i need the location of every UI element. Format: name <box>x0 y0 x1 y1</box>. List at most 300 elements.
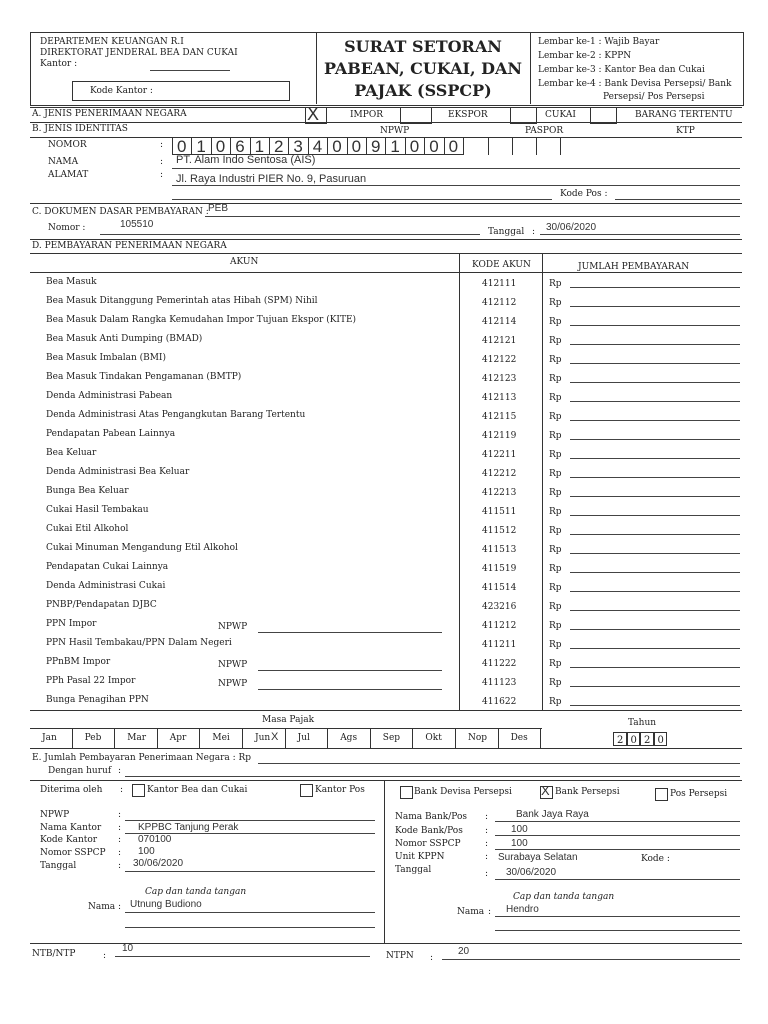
kode-kantor-value[interactable]: 070100 <box>138 834 172 845</box>
rp-label: Rp <box>549 583 562 593</box>
dok-tanggal-value[interactable]: 30/06/2020 <box>546 222 597 233</box>
section-e-line <box>30 780 742 781</box>
section-d-header-top <box>30 253 742 254</box>
nomor-sspcp-line-right <box>495 849 740 850</box>
npwp-digit: 0 <box>409 137 420 156</box>
kode-label-right: Kode : <box>641 854 670 864</box>
cap-label-right: Cap dan tanda tangan <box>513 892 615 902</box>
section-d-top-line <box>30 239 742 240</box>
akun-code: 411123 <box>482 678 517 688</box>
nama-line-left <box>125 912 375 913</box>
npwp-digit-cell[interactable] <box>347 138 366 155</box>
nama-colon: : <box>160 157 164 167</box>
tahun-label: Tahun <box>628 718 657 728</box>
ntb-colon: : <box>103 951 107 961</box>
akun-name: Bea Masuk Ditanggung Pemerintah atas Hibah (SPM) Nihil <box>46 296 318 306</box>
jumlah-input-line[interactable] <box>570 344 740 345</box>
nama-colon-left: : <box>118 902 122 912</box>
nomor-sspcp-colon-left: : <box>118 848 122 858</box>
month-label: Peb <box>84 733 102 743</box>
alamat-line <box>172 185 740 186</box>
rp-label: Rp <box>549 640 562 650</box>
npwp-digit-cell[interactable] <box>308 138 327 155</box>
rp-label: Rp <box>549 678 562 688</box>
month-cell[interactable] <box>115 728 158 748</box>
npwp-digit: 2 <box>274 137 284 156</box>
nama-kantor-colon: : <box>118 823 122 833</box>
year-digit: 0 <box>630 735 637 746</box>
lembar-3: Lembar ke-3 : Kantor Bea dan Cukai <box>538 65 705 75</box>
akun-code: 411211 <box>482 640 517 650</box>
bank-code-label: Kode Bank/Pos <box>395 826 463 836</box>
cukai-label: CUKAI <box>545 110 576 120</box>
month-mark: X <box>271 731 279 743</box>
rp-label: Rp <box>549 374 562 384</box>
month-cell[interactable] <box>30 728 73 748</box>
col-jumlah-header: JUMLAH PEMBAYARAN <box>578 262 690 272</box>
npwp-digit-cell[interactable] <box>211 138 230 155</box>
jumlah-input-line[interactable] <box>570 496 740 497</box>
jumlah-input-line[interactable] <box>570 591 740 592</box>
section-e-label: E. Jumlah Pembayaran Penerimaan Negara : Rp <box>32 753 252 763</box>
nama-line <box>172 168 740 169</box>
rp-label: Rp <box>549 697 562 707</box>
nomor-label: NOMOR <box>48 140 87 150</box>
diterima-colon: : <box>120 785 124 795</box>
nama-value-left[interactable]: Utnung Budiono <box>130 899 202 910</box>
dokumen-value[interactable]: PEB <box>208 203 229 214</box>
npwp-digit-cell[interactable] <box>327 138 346 155</box>
ppn-impor-npwp-label: NPWP <box>218 622 248 632</box>
jumlah-input-line[interactable] <box>570 477 740 478</box>
jumlah-input-line[interactable] <box>570 306 740 307</box>
rp-label: Rp <box>549 355 562 365</box>
month-label: Sep <box>382 733 401 743</box>
rp-label: Rp <box>549 564 562 574</box>
npwp-digit: 9 <box>371 137 381 156</box>
directorate-name: DIREKTORAT JENDERAL BEA DAN CUKAI <box>40 48 238 58</box>
ntb-label: NTB/NTP <box>32 949 76 959</box>
akun-name: PPnBM Impor <box>46 657 111 667</box>
akun-name: Cukai Etil Alkohol <box>46 524 129 534</box>
year-digit-cell[interactable] <box>654 732 668 746</box>
diterima-label: Diterima oleh <box>40 785 103 795</box>
nama-label: NAMA <box>48 157 79 167</box>
akun-code: 412115 <box>482 412 517 422</box>
akun-name: Denda Administrasi Cukai <box>46 581 166 591</box>
nama-value[interactable]: PT. Alam Indo Sentosa (AIS) <box>176 154 316 166</box>
rp-label: Rp <box>549 279 562 289</box>
akun-name: Pendapatan Cukai Lainnya <box>46 562 169 572</box>
akun-name: PPN Hasil Tembakau/PPN Dalam Negeri <box>46 638 232 648</box>
form-title-2: PABEAN, CUKAI, DAN <box>323 59 523 78</box>
akun-name: Bea Masuk Dalam Rangka Kemudahan Impor Tujuan Ekspor (KITE) <box>46 315 357 325</box>
ntpn-colon: : <box>430 953 434 963</box>
section-a-top-line <box>30 107 742 108</box>
bank-name-label: Nama Bank/Pos <box>395 812 467 822</box>
dok-tanggal-label: Tanggal <box>488 227 525 237</box>
akun-name: Denda Administrasi Pabean <box>46 391 173 401</box>
bank-name-value[interactable]: Bank Jaya Raya <box>516 809 589 820</box>
huruf-label: Dengan huruf <box>48 766 112 776</box>
akun-code: 412119 <box>482 431 517 441</box>
ppnbm-npwp-line[interactable] <box>258 670 442 671</box>
nomor-sspcp-label-right: Nomor SSPCP <box>395 839 461 849</box>
impor-mark: X <box>307 104 320 124</box>
year-digit: 2 <box>644 735 651 746</box>
npwp-colon-left: : <box>118 810 122 820</box>
npwp-digit-cell[interactable] <box>424 138 443 155</box>
dok-nomor-line <box>100 234 480 235</box>
npwp-digit: 0 <box>429 137 439 156</box>
akun-name: Bea Masuk Tindakan Pengamanan (BMTP) <box>46 372 242 382</box>
lembar-1: Lembar ke-1 : Wajib Bayar <box>538 37 660 47</box>
akun-code: 411511 <box>482 507 517 517</box>
nomor-sspcp-label-left: Nomor SSPCP <box>40 848 106 858</box>
alamat-colon: : <box>160 170 164 180</box>
form-title-3: PAJAK (SSPCP) <box>354 81 492 100</box>
dok-nomor-label: Nomor : <box>48 223 86 233</box>
nama-label-right: Nama <box>457 907 485 917</box>
month-cell[interactable] <box>499 728 542 748</box>
nama-value-right[interactable]: Hendro <box>506 904 539 915</box>
section-a-bottom-line <box>30 122 742 123</box>
kantor-pos-label: Kantor Pos <box>315 785 365 795</box>
tanggal-value-right[interactable]: 30/06/2020 <box>506 867 557 878</box>
month-cell[interactable] <box>328 728 371 748</box>
barang-label: BARANG TERTENTU <box>635 110 733 120</box>
npwp-digit: 4 <box>312 137 323 156</box>
unit-kppn-value[interactable]: Surabaya Selatan <box>498 852 578 863</box>
tanggal-label-left: Tanggal <box>40 861 77 871</box>
bank-persepsi-label: Bank Persepsi <box>555 787 620 797</box>
month-cell[interactable] <box>413 728 456 748</box>
rp-label: Rp <box>549 526 562 536</box>
year-digit: 0 <box>657 735 664 746</box>
kantor-bc-label: Kantor Bea dan Cukai <box>147 785 248 795</box>
npwp-line-left[interactable] <box>125 820 375 821</box>
barang-checkbox[interactable] <box>590 107 617 124</box>
month-cell[interactable] <box>158 728 201 748</box>
year-digit: 2 <box>617 735 624 746</box>
kantor-bc-checkbox[interactable] <box>132 784 145 797</box>
section-b-label: B. JENIS IDENTITAS <box>32 124 128 134</box>
cukai-checkbox[interactable] <box>510 107 537 124</box>
akun-code: 411519 <box>482 564 517 574</box>
section-c-top-line <box>30 203 742 204</box>
akun-code: 411514 <box>482 583 517 593</box>
section-d-label: D. PEMBAYARAN PENERIMAAN NEGARA <box>32 241 227 251</box>
akun-code: 412111 <box>482 279 517 289</box>
unit-kppn-label: Unit KPPN <box>395 852 445 862</box>
pos-persepsi-label: Pos Persepsi <box>670 789 728 799</box>
rp-label: Rp <box>549 507 562 517</box>
month-label: Des <box>510 733 528 743</box>
akun-name: PNBP/Pendapatan DJBC <box>46 600 157 610</box>
akun-code: 412212 <box>482 469 517 479</box>
huruf-colon: : <box>118 766 122 776</box>
masa-pajak-top-line <box>30 710 742 711</box>
npwp-digit-cell[interactable] <box>385 138 404 155</box>
id-cell-divider <box>488 138 489 155</box>
akun-name: Bunga Penagihan PPN <box>46 695 149 705</box>
npwp-digit-cell[interactable] <box>366 138 385 155</box>
jumlah-input-line[interactable] <box>570 648 740 649</box>
dept-name: DEPARTEMEN KEUANGAN R.I <box>40 37 184 47</box>
year-digit-cell[interactable] <box>640 732 654 746</box>
bank-persepsi-mark: X <box>541 783 550 798</box>
cap-label-left: Cap dan tanda tangan <box>145 887 247 897</box>
bank-name-line <box>495 821 740 822</box>
jumlah-input-line[interactable] <box>570 553 740 554</box>
akun-code: 411212 <box>482 621 517 631</box>
npwp-digit: 0 <box>215 137 226 156</box>
rp-label: Rp <box>549 393 562 403</box>
ntpn-value[interactable]: 20 <box>458 946 470 957</box>
jumlah-input-line[interactable] <box>570 287 740 288</box>
bank-code-value[interactable]: 100 <box>511 824 528 835</box>
jumlah-input-line[interactable] <box>570 610 740 611</box>
id-cell-divider <box>512 138 513 155</box>
rp-label: Rp <box>549 431 562 441</box>
ekspor-label: EKSPOR <box>448 110 488 120</box>
col-kode-header: KODE AKUN <box>472 260 531 270</box>
jumlah-input-line[interactable] <box>570 705 740 706</box>
jumlah-input-line[interactable] <box>570 629 740 630</box>
jumlah-input-line[interactable] <box>570 325 740 326</box>
jumlah-input-line[interactable] <box>570 363 740 364</box>
tanggal-line-left <box>125 871 375 872</box>
akun-code: 411222 <box>482 659 517 669</box>
akun-code: 412112 <box>482 298 517 308</box>
npwp-digit: 1 <box>390 137 400 156</box>
kode-col-right-line <box>542 253 543 710</box>
month-cell[interactable] <box>243 728 286 748</box>
npwp-digit: 1 <box>196 137 206 156</box>
section-c-label: C. DOKUMEN DASAR PEMBAYARAN : <box>32 207 209 217</box>
masa-pajak-label: Masa Pajak <box>262 715 315 725</box>
nomor-sspcp-value-right[interactable]: 100 <box>511 838 528 849</box>
bank-devisa-label: Bank Devisa Persepsi <box>414 787 512 797</box>
jumlah-input-line[interactable] <box>570 572 740 573</box>
col-akun-header: AKUN <box>230 257 259 267</box>
rp-label: Rp <box>549 336 562 346</box>
rp-label: Rp <box>549 450 562 460</box>
month-label: Mar <box>127 733 147 743</box>
month-cell[interactable] <box>73 728 116 748</box>
akun-name: PPN Impor <box>46 619 97 629</box>
form-title-1: SURAT SETORAN <box>344 37 502 56</box>
year-digit-cell[interactable] <box>627 732 641 746</box>
jumlah-input-line[interactable] <box>570 534 740 535</box>
akun-code: 412211 <box>482 450 517 460</box>
jumlah-input-line[interactable] <box>570 667 740 668</box>
huruf-line[interactable] <box>125 776 740 777</box>
dok-nomor-value[interactable]: 105510 <box>120 219 154 230</box>
nama-line-right-2 <box>495 930 740 931</box>
npwp-digit: 0 <box>351 137 362 156</box>
nama-kantor-label: Nama Kantor <box>40 823 102 833</box>
kode-kantor-label: Kode Kantor : <box>90 86 153 96</box>
lembar-4a: Lembar ke-4 : Bank Devisa Persepsi/ Bank <box>538 79 732 89</box>
jumlah-input-line[interactable] <box>570 458 740 459</box>
ppnbm-npwp-label: NPWP <box>218 660 248 670</box>
kantor-pos-checkbox[interactable] <box>300 784 313 797</box>
npwp-digit: 3 <box>293 137 303 156</box>
nama-label-left: Nama <box>88 902 116 912</box>
month-label: Jun <box>255 733 271 743</box>
impor-label: IMPOR <box>350 110 383 120</box>
month-cell[interactable] <box>286 728 329 748</box>
npwp-digit-cell[interactable] <box>405 138 424 155</box>
npwp-digit-cell[interactable] <box>191 138 210 155</box>
rp-label: Rp <box>549 545 562 555</box>
month-cell[interactable] <box>456 728 499 748</box>
akun-name: Denda Administrasi Bea Keluar <box>46 467 190 477</box>
npwp-digit-cell[interactable] <box>172 138 191 155</box>
nomor-sspcp-value-left[interactable]: 100 <box>138 846 155 857</box>
jumlah-input-line[interactable] <box>570 515 740 516</box>
ktp-header: KTP <box>676 126 695 136</box>
npwp-digit-cell[interactable] <box>269 138 288 155</box>
jumlah-input-line[interactable] <box>570 439 740 440</box>
month-label: Jul <box>297 733 310 743</box>
alamat-value[interactable]: Jl. Raya Industri PIER No. 9, Pasuruan <box>176 173 367 185</box>
npwp-extra-cells <box>463 138 740 155</box>
tanggal-colon-right: : <box>485 869 489 879</box>
rp-label: Rp <box>549 298 562 308</box>
paspor-header: PASPOR <box>525 126 564 136</box>
year-digit-cell[interactable] <box>613 732 627 746</box>
akun-name: Cukai Hasil Tembakau <box>46 505 149 515</box>
footer-top-line <box>30 943 742 944</box>
akun-name: Bea Masuk <box>46 277 97 287</box>
kode-pos-label: Kode Pos : <box>560 189 608 199</box>
npwp-label-left: NPWP <box>40 810 70 820</box>
akun-code: 411513 <box>482 545 517 555</box>
kode-kantor-colon-e: : <box>118 835 122 845</box>
month-label: Ags <box>340 733 358 743</box>
pph-npwp-line[interactable] <box>258 689 442 690</box>
akun-name: Cukai Minuman Mengandung Etil Alkohol <box>46 543 238 553</box>
alamat-line-2 <box>172 199 552 200</box>
nomor-sspcp-colon-right: : <box>485 839 489 849</box>
lembar-2: Lembar ke-2 : KPPN <box>538 51 632 61</box>
rp-label: Rp <box>549 621 562 631</box>
jumlah-input-line[interactable] <box>570 420 740 421</box>
akun-code: 411622 <box>482 697 517 707</box>
akun-name: Bea Masuk Imbalan (BMI) <box>46 353 167 363</box>
akun-name: PPh Pasal 22 Impor <box>46 676 136 686</box>
dok-tanggal-colon: : <box>532 227 536 237</box>
kode-pos-line <box>615 199 740 200</box>
rp-label: Rp <box>549 602 562 612</box>
akun-code: 412213 <box>482 488 517 498</box>
npwp-digit: 0 <box>448 137 459 156</box>
nama-kantor-value[interactable]: KPPBC Tanjung Perak <box>138 822 239 833</box>
npwp-digit: 6 <box>235 137 245 156</box>
tanggal-value-left[interactable]: 30/06/2020 <box>133 858 184 869</box>
kantor-label: Kantor : <box>40 59 78 69</box>
month-cell[interactable] <box>200 728 243 748</box>
jumlah-input-line[interactable] <box>570 686 740 687</box>
rp-label: Rp <box>549 659 562 669</box>
header-divider-right <box>530 32 531 104</box>
month-label: Mei <box>212 733 230 743</box>
rp-label: Rp <box>549 488 562 498</box>
pph-npwp-label: NPWP <box>218 679 248 689</box>
akun-code: 412123 <box>482 374 517 384</box>
dok-tanggal-line <box>540 234 740 235</box>
akun-code: 423216 <box>482 602 517 612</box>
kantor-line <box>150 70 230 71</box>
akun-name: Pendapatan Pabean Lainnya <box>46 429 176 439</box>
npwp-digit-cell[interactable] <box>288 138 307 155</box>
nama-line-right <box>495 916 740 917</box>
ntpn-line <box>442 959 740 960</box>
rp-label: Rp <box>549 412 562 422</box>
section-e-divider <box>384 780 385 943</box>
tanggal-colon-left: : <box>118 861 122 871</box>
dokumen-line <box>205 216 740 217</box>
akun-code: 411512 <box>482 526 517 536</box>
nama-colon-right: : <box>488 907 492 917</box>
alamat-label: ALAMAT <box>48 170 89 180</box>
bank-code-colon: : <box>485 826 489 836</box>
rp-label: Rp <box>549 469 562 479</box>
kode-kantor-label-e: Kode Kantor <box>40 835 98 845</box>
akun-code: 412114 <box>482 317 517 327</box>
unit-kppn-colon: : <box>485 852 489 862</box>
npwp-digit-cell[interactable] <box>444 138 463 155</box>
jumlah-input-line[interactable] <box>570 401 740 402</box>
ppn-impor-npwp-line[interactable] <box>258 632 442 633</box>
bank-name-colon: : <box>485 812 489 822</box>
ntb-value[interactable]: 10 <box>122 943 134 954</box>
lembar-4b: Persepsi/ Pos Persepsi <box>603 92 705 102</box>
tanggal-line-right <box>495 879 740 880</box>
npwp-digit: 0 <box>332 137 342 156</box>
ntpn-label: NTPN <box>386 951 414 961</box>
akun-code: 412121 <box>482 336 517 346</box>
months-bottom-line <box>30 748 742 749</box>
section-d-header-bottom <box>30 272 742 273</box>
ntb-line <box>115 956 370 957</box>
akun-code: 412122 <box>482 355 517 365</box>
rp-label: Rp <box>549 317 562 327</box>
npwp-digit-cell[interactable] <box>250 138 269 155</box>
section-a-label: A. JENIS PENERIMAAN NEGARA <box>32 109 187 119</box>
akun-name: Denda Administrasi Atas Pengangkutan Barang Tertentu <box>46 410 306 420</box>
jumlah-input-line[interactable] <box>570 382 740 383</box>
pos-persepsi-checkbox[interactable] <box>655 788 668 801</box>
bank-devisa-checkbox[interactable] <box>400 786 413 799</box>
npwp-digit-cell[interactable] <box>230 138 249 155</box>
jumlah-line[interactable] <box>258 763 740 764</box>
month-cell[interactable] <box>371 728 414 748</box>
akun-name: Bea Keluar <box>46 448 97 458</box>
akun-name: Bunga Bea Keluar <box>46 486 129 496</box>
akun-name: Bea Masuk Anti Dumping (BMAD) <box>46 334 203 344</box>
month-label: Nop <box>468 733 488 743</box>
bank-code-line <box>495 835 740 836</box>
npwp-digit: 0 <box>177 137 187 156</box>
ekspor-checkbox[interactable] <box>400 107 432 124</box>
month-label: Apr <box>169 733 187 743</box>
month-label: Okt <box>425 733 442 743</box>
npwp-digit: 1 <box>254 137 265 156</box>
tanggal-label-right: Tanggal <box>395 865 432 875</box>
